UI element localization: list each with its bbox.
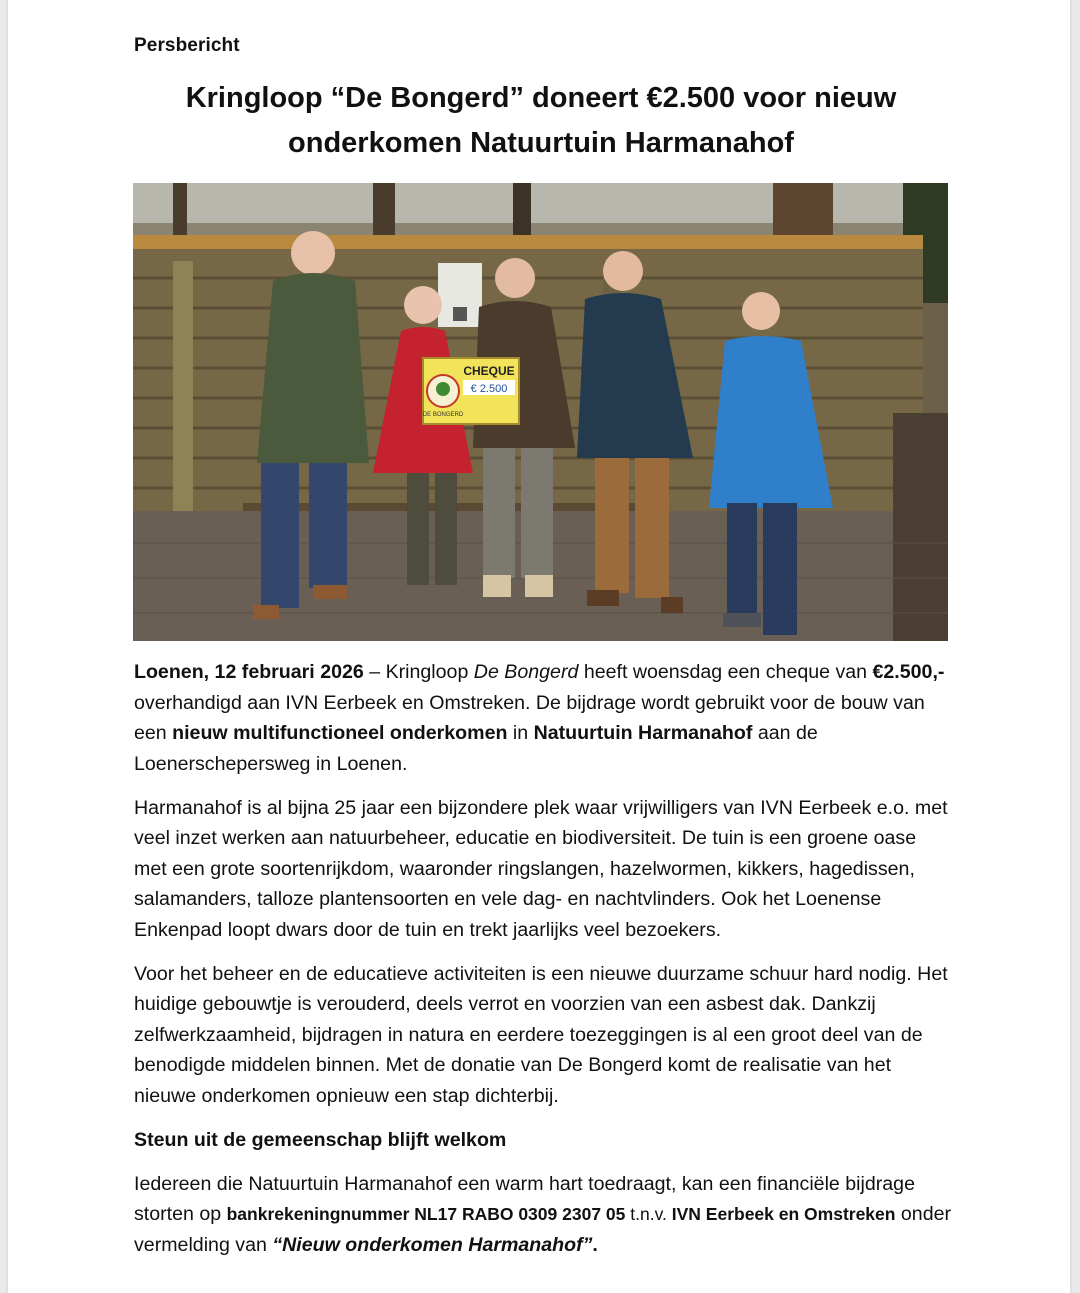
bank-account: bankrekeningnummer NL17 RABO 0309 2307 05 — [226, 1204, 626, 1224]
shelter-highlight: nieuw multifunctioneel onderkomen — [172, 722, 508, 744]
payment-reference: “Nieuw onderkomen Harmanahof” — [272, 1233, 593, 1256]
article-body — [134, 657, 954, 1274]
recipient-name: IVN Eerbeek en Omstreken — [671, 1204, 896, 1224]
organization-name: De Bongerd — [473, 661, 579, 683]
cheque-badge: DE BONGERD — [422, 412, 464, 418]
donation-amount: €2.500,- — [872, 661, 945, 683]
group-photo-illustration — [133, 183, 948, 641]
dateline: Loenen, 12 februari 2026 — [134, 661, 364, 683]
kicker-label: Persbericht — [134, 35, 240, 56]
garden-highlight: Natuurtuin Harmanahof — [533, 722, 753, 744]
section-heading: Steun uit de gemeenschap blijft welkom — [134, 1128, 507, 1151]
paragraph-intro: Loenen, 12 februari 2026 – Kringloop De Bongerd heeft woensdag een cheque van €2.500,- overhandigd aan IVN Eerbeek en Omstreken. De bijdrage wordt gebruikt voor de bouw van een nieuw multifunctioneel onderkomen in Natuurtuin Harmanahof aan de Loenerschepersweg in Loenen. — [134, 661, 945, 775]
cheque — [423, 358, 519, 424]
group-photo — [133, 183, 948, 641]
paragraph-donate: Iedereen die Natuurtuin Harmanahof een warm hart toedraagt, kan een financiële bijdrage storten op bankrekeningnummer NL17 RABO 0309 2307 05 t.n.v. IVN Eerbeek en Omstreken onder vermelding van “Nieuw onderkomen Harmanahof”. — [134, 1172, 952, 1256]
paragraph-about-garden: Harmanahof is al bijna 25 jaar een bijzondere plek waar vrijwilligers van IVN Eerbeek e.o. met veel inzet werken aan natuurbeheer, educatie en biodiversiteit. De tuin is een groene oase met een grote soortenrijkdom, waaronder ringslangen, hazelwormen, kikkers, hagedissen, salamanders, talloze plantensoorten en vele dag- en nachtvlinders. Ook het Loenense Enkenpad loopt dwars door de tuin en trekt jaarlijks veel bezoekers. — [134, 796, 948, 941]
press-release-page — [8, 0, 1070, 1293]
page-title: Kringloop “De Bongerd” doneert €2.500 voor nieuw onderkomen Natuurtuin Harmanahof — [185, 82, 897, 159]
cheque-title: CHEQUE — [463, 364, 515, 378]
paragraph-need: Voor het beheer en de educatieve activiteiten is een nieuwe duurzame schuur hard nodig. Het huidige gebouwtje is verouderd, deels verrot en voorzien van een asbest dak. Dankzij zelfwerkzaamheid, bijdragen in natura en eerdere toezeggingen is al een groot deel van de benodigde middelen binnen. Met de donatie van De Bongerd komt de realisatie van het nieuwe onderkomen opnieuw een stap dichterbij. — [134, 962, 948, 1107]
cheque-amount: € 2.500 — [470, 383, 508, 395]
